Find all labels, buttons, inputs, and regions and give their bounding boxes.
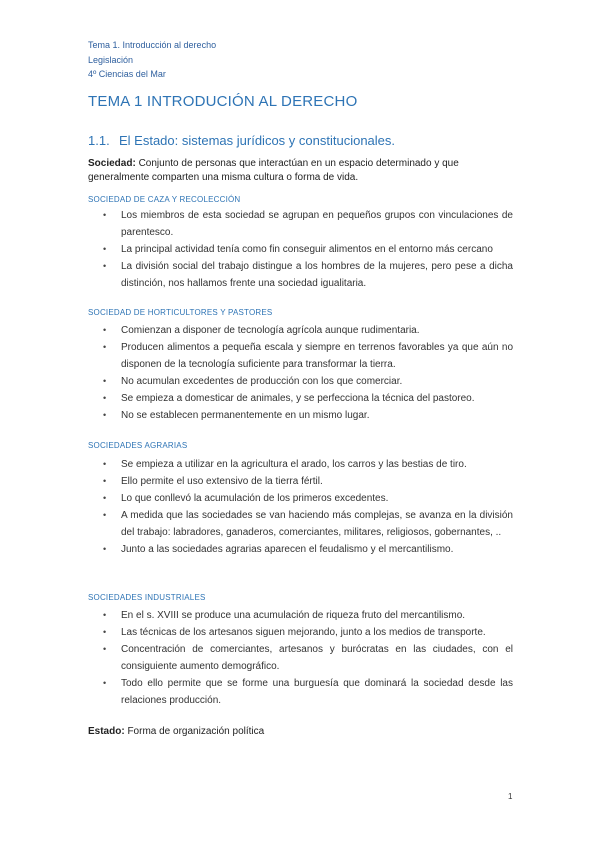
list-item: • Ello permite el uso extensivo de la tierra fértil.: [103, 473, 513, 490]
sociedad-definition: [88, 157, 514, 184]
list-horticultores: [103, 322, 513, 424]
list-item: • La principal actividad tenía como fin conseguir alimentos en el entorno más cercano: [103, 241, 513, 258]
list-item: • En el s. XVIII se produce una acumulación de riqueza fruto del mercantilismo.: [103, 607, 513, 624]
list-item: • Los miembros de esta sociedad se agrupan en pequeños grupos con vinculaciones de parentesco.: [103, 207, 513, 241]
page-header: [88, 38, 216, 82]
group-heading-caza: SOCIEDAD DE CAZA Y RECOLECCIÓN: [88, 195, 241, 204]
list-item: • Se empieza a utilizar en la agricultura el arado, los carros y las bestias de tiro.: [103, 456, 513, 473]
estado-text: Forma de organización política: [124, 726, 265, 737]
bullet-icon: •: [103, 410, 107, 420]
header-course: 4º Ciencias del Mar: [88, 69, 166, 79]
list-caza: [103, 207, 513, 292]
bullet-icon: •: [103, 325, 107, 335]
estado-definition: [88, 725, 514, 739]
bullet-icon: •: [103, 476, 107, 486]
bullet-icon: •: [103, 610, 107, 620]
bullet-icon: •: [103, 493, 107, 503]
estado-term: Estado:: [88, 726, 125, 737]
list-item: • Se empieza a domesticar de animales, y se perfecciona la técnica del pastoreo.: [103, 390, 513, 407]
list-item: • Comienzan a disponer de tecnología agrícola aunque rudimentaria.: [103, 322, 513, 339]
header-topic: Tema 1. Introducción al derecho: [88, 40, 217, 50]
bullet-icon: •: [103, 644, 107, 654]
list-industriales: [103, 607, 513, 709]
list-item: • Producen alimentos a pequeña escala y siempre en terrenos favorables ya que aún no disponen de la tecnología suficiente para transformar la tierra.: [103, 339, 513, 373]
page-number: 1: [508, 792, 513, 801]
list-item: • Lo que conllevó la acumulación de los primeros excedentes.: [103, 490, 513, 507]
list-item: • No acumulan excedentes de producción con los que comerciar.: [103, 373, 513, 390]
list-item: • Todo ello permite que se forme una burguesía que dominará la sociedad desde las relaciones producción.: [103, 675, 513, 709]
group-heading-horticultores: SOCIEDAD DE HORTICULTORES Y PASTORES: [88, 308, 273, 317]
chapter-title: TEMA 1 INTRODUCIÓN AL DERECHO: [88, 93, 358, 110]
sociedad-text: Conjunto de personas que interactúan en un espacio determinado y que generalmente comparten una misma cultura o forma de vida.: [88, 158, 459, 183]
list-item: • A medida que las sociedades se van haciendo más complejas, se avanza en la división del trabajo: labradores, ganaderos, comerciantes, militares, religiosos, gobernantes, ..: [103, 507, 513, 541]
bullet-icon: •: [103, 393, 107, 403]
sociedad-term: Sociedad:: [88, 158, 136, 169]
group-heading-agrarias: SOCIEDADES AGRARIAS: [88, 441, 188, 450]
section-heading: [88, 133, 395, 148]
list-item: • La división social del trabajo distingue a los hombres de la mujeres, pero pese a dicha distinción, nos hallamos frente una sociedad igualitaria.: [103, 258, 513, 292]
bullet-icon: •: [103, 678, 107, 688]
bullet-icon: •: [103, 244, 107, 254]
bullet-icon: •: [103, 627, 107, 637]
section-number: 1.1.: [88, 133, 110, 148]
section-title: El Estado: sistemas jurídicos y constitucionales.: [119, 133, 396, 148]
list-item: • Las técnicas de los artesanos siguen mejorando, junto a los medios de transporte.: [103, 624, 513, 641]
bullet-icon: •: [103, 510, 107, 520]
group-heading-industriales: SOCIEDADES INDUSTRIALES: [88, 593, 206, 602]
list-item: • No se establecen permanentemente en un mismo lugar.: [103, 407, 513, 424]
bullet-icon: •: [103, 459, 107, 469]
bullet-icon: •: [103, 544, 107, 554]
bullet-icon: •: [103, 261, 107, 271]
header-subject: Legislación: [88, 54, 134, 65]
list-agrarias: [103, 456, 513, 558]
list-item: • Concentración de comerciantes, artesanos y burócratas en las ciudades, con el consiguiente aumento demográfico.: [103, 641, 513, 675]
bullet-icon: •: [103, 210, 107, 220]
bullet-icon: •: [103, 376, 107, 386]
list-item: • Junto a las sociedades agrarias aparecen el feudalismo y el mercantilismo.: [103, 541, 513, 558]
bullet-icon: •: [103, 342, 107, 352]
